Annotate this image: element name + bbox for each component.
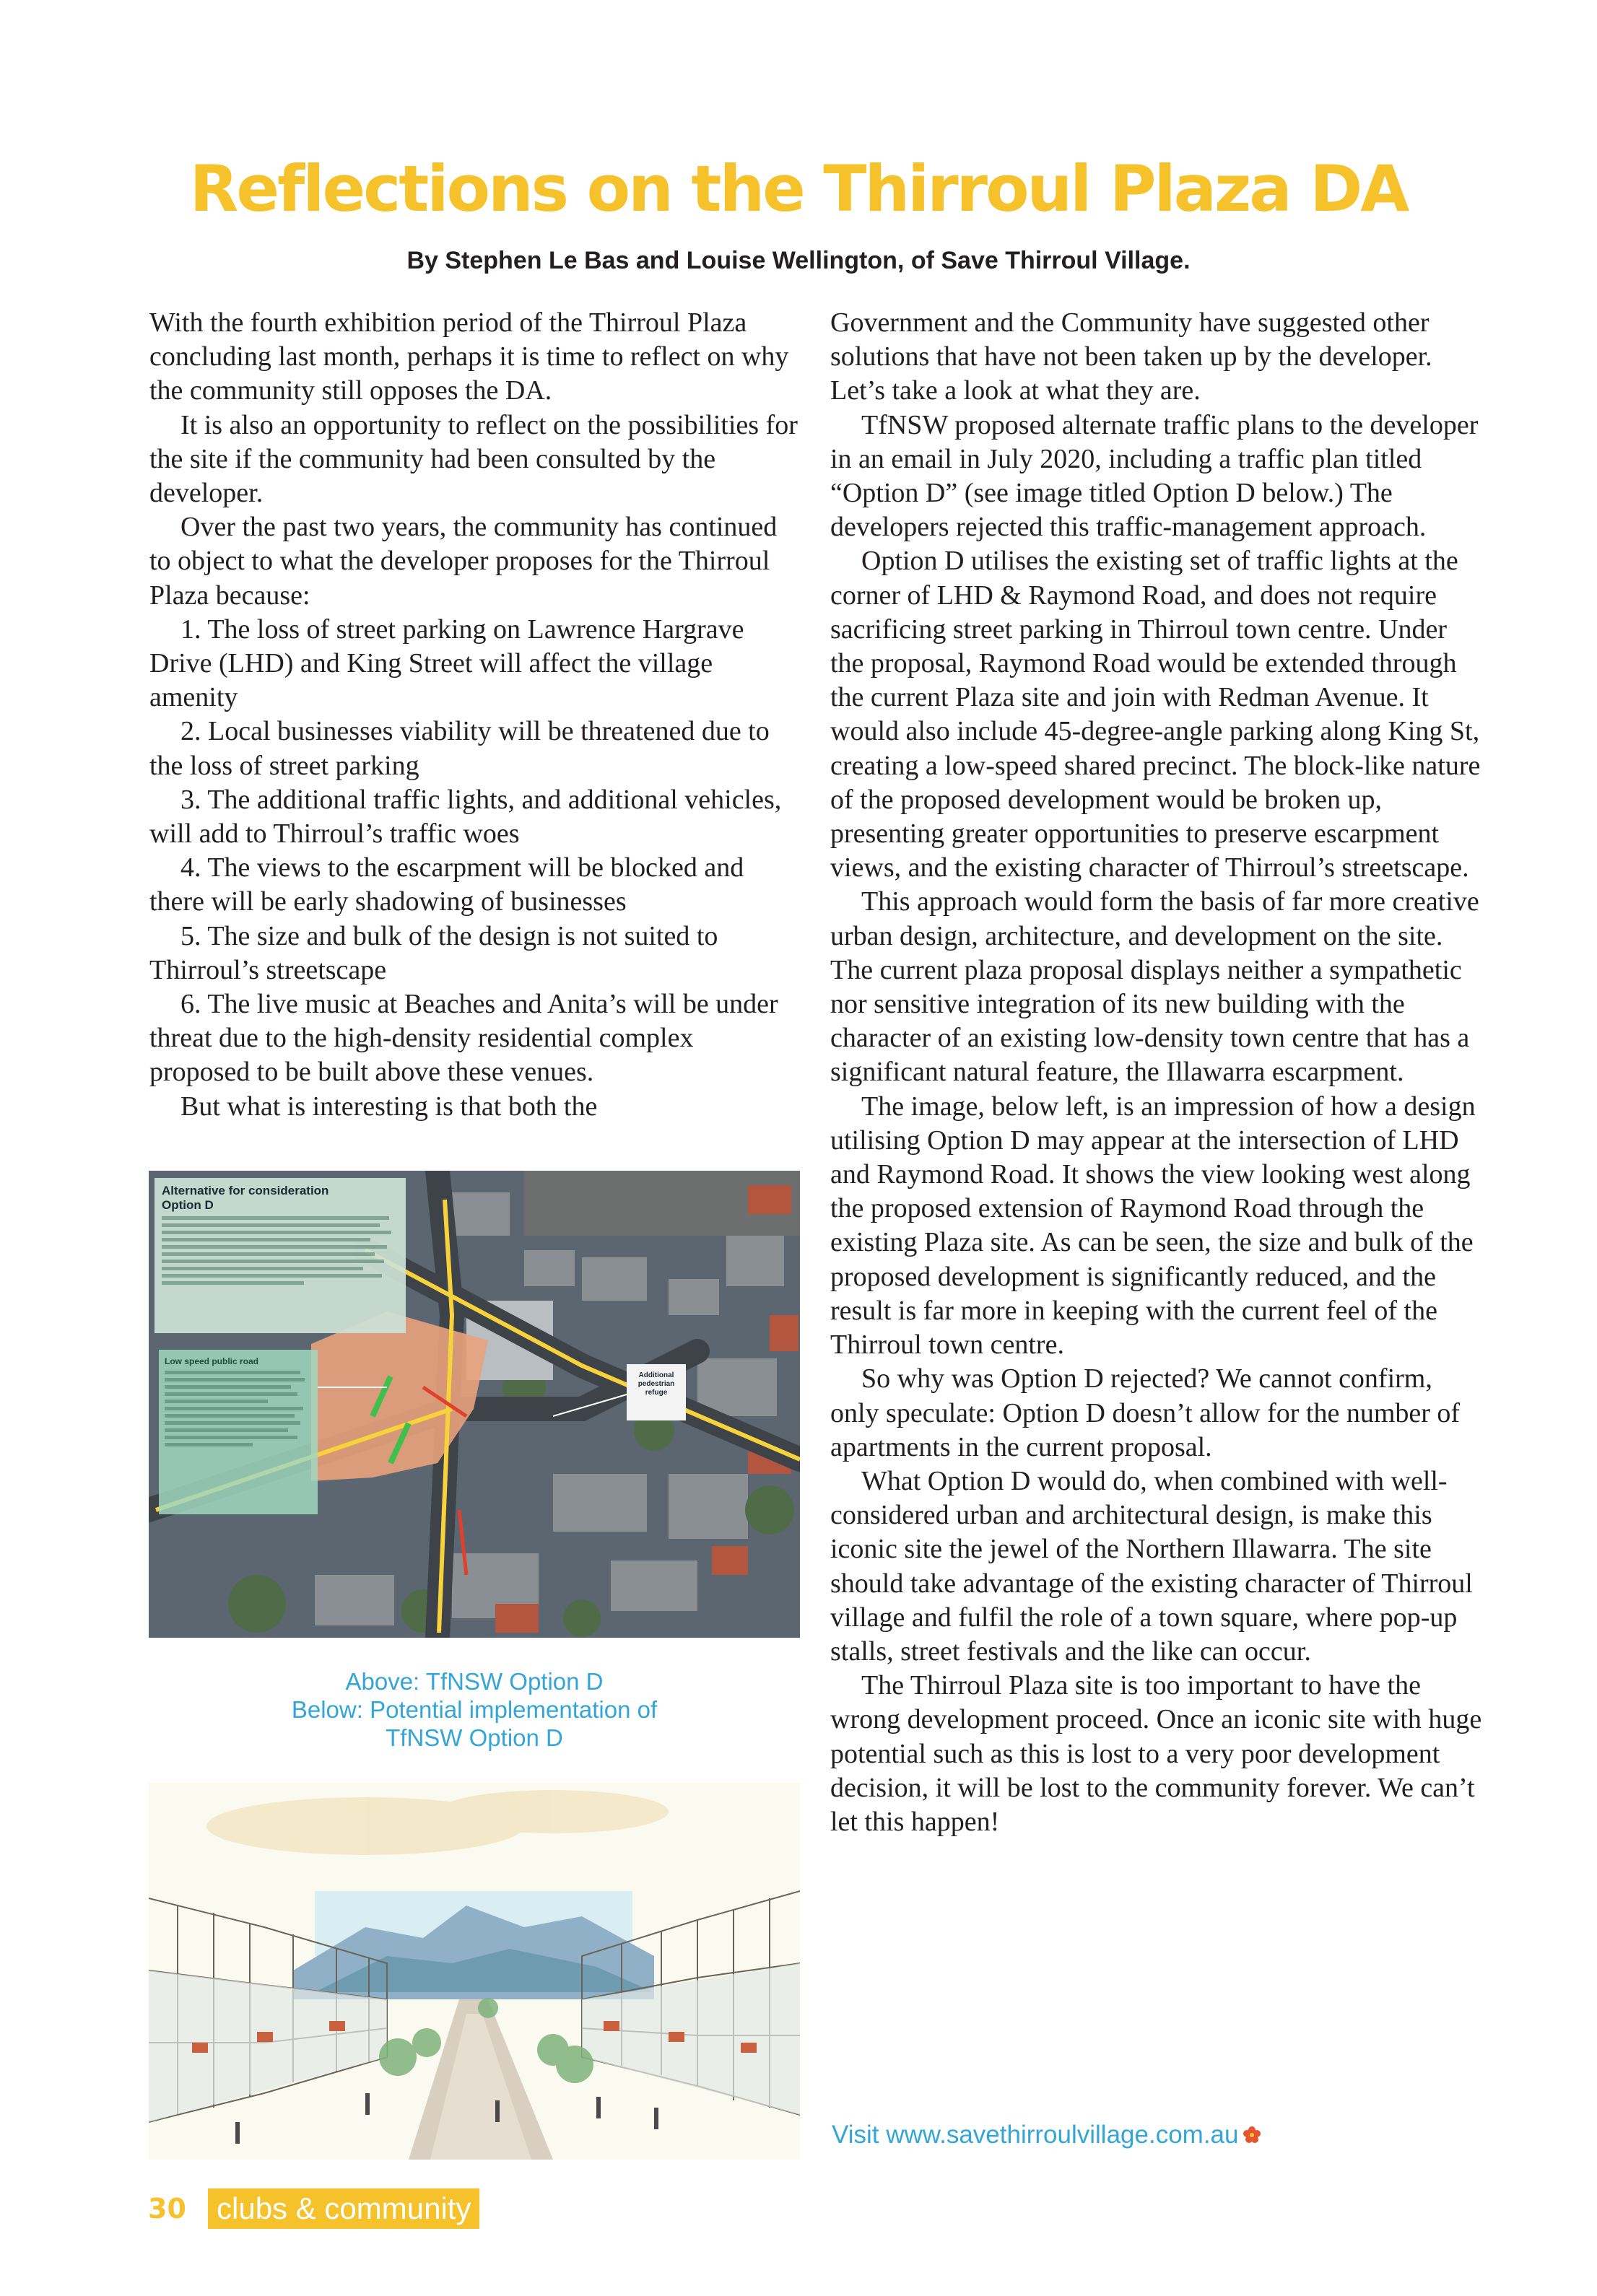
option-d-street-sketch (149, 1783, 800, 2160)
paragraph: 1. The loss of street parking on Lawrence Hargrave Drive (LHD) and King Street will affect the village amenity (149, 614, 744, 713)
map-legend-box (155, 1178, 406, 1333)
option-d-aerial-map (149, 1171, 800, 1638)
flower-icon (1243, 2122, 1261, 2151)
website-link-text[interactable]: Visit www.savethirroulvillage.com.au (832, 2121, 1239, 2149)
caption-line-1: Above: TfNSW Option D (345, 1668, 604, 1695)
paragraph: But what is interesting is that both the (180, 1091, 598, 1122)
paragraph: Option D utilises the existing set of traffic lights at the corner of LHD & Raymond Road, and does not require sacrificing street parking in Thirroul town centre. Under the proposal, Raymond Road would be extended through the current Plaza site and join with Redman Avenue. It would also include 45-degree-angle parking along King St, creating a low-speed shared precinct. The block-like nature of the proposed development would be broken up, presenting greater opportunities to preserve escarpment views, and the existing character of Thirroul’s streetscape. (830, 546, 1481, 883)
map-box-title: Alternative for consideration (162, 1184, 329, 1197)
paragraph: Government and the Community have suggested other solutions that have not been taken up by the developer. Let’s take a look at what they are. (830, 307, 1432, 406)
paragraph: 6. The live music at Beaches and Anita’s will be under threat due to the high-density residential complex proposed to be built above these venues. (149, 989, 778, 1088)
paragraph: The Thirroul Plaza site is too important to have the wrong development proceed. Once an iconic site with huge potential such as this is lost to a very poor development decision, it will be lost to the community forever. We can’t let this happen! (830, 1670, 1482, 1837)
caption-line-2: Below: Potential implementation of (291, 1696, 658, 1723)
low-speed-road-small-text (165, 1371, 312, 1446)
paragraph: 4. The views to the escarpment will be blocked and there will be early shadowing of businesses (149, 852, 744, 917)
caption-line-3: TfNSW Option D (386, 1724, 563, 1751)
figure-caption (149, 1667, 800, 1752)
article-column-right (830, 306, 1484, 1839)
article-column-left (149, 306, 799, 1124)
paragraph: TfNSW proposed alternate traffic plans to the developer in an email in July 2020, including a traffic plan titled “Option D” (see image titled Option D below.) The developers rejected this traffic-management approach. (830, 409, 1479, 543)
low-speed-road-note (159, 1350, 318, 1514)
paragraph: 3. The additional traffic lights, and additional vehicles, will add to Thirroul’s traffic woes (149, 784, 782, 850)
article-byline: By Stephen Le Bas and Louise Wellington, of Save Thirroul Village. (406, 247, 1191, 274)
paragraph: This approach would form the basis of far more creative urban design, architecture, and development on the site. The current plaza proposal displays neither a sympathetic nor sensitive integration of its new building with the character of an existing low-density town centre that has a significant natural feature, the Illawarra escarpment. (830, 886, 1479, 1088)
page-number: 30 (148, 2193, 186, 2225)
paragraph: The image, below left, is an impression of how a design utilising Option D may appear at the intersection of LHD and Raymond Road. It shows the view looking west along the proposed extension of Raymond Road through the existing Plaza site. As can be seen, the size and bulk of the proposed development is significantly reduced, and the result is far more in keeping with the current feel of the Thirroul town centre. (830, 1091, 1476, 1361)
paragraph: Over the past two years, the community has continued to object to what the developer proposes for the Thirroul Plaza because: (149, 512, 778, 611)
map-box-small-text (162, 1216, 399, 1285)
paragraph: With the fourth exhibition period of the Thirroul Plaza concluding last month, perhaps it is time to reflect on why the community still opposes the DA. (149, 307, 789, 406)
street-sketch-graphic (149, 1783, 800, 2160)
pedestrian-refuge-label: Additional pedestrian refuge (627, 1364, 686, 1420)
paragraph: So why was Option D rejected? We cannot confirm, only speculate: Option D doesn’t allow for the number of apartments in the current proposal. (830, 1363, 1461, 1462)
map-box-subtitle: Option D (162, 1198, 214, 1212)
paragraph: It is also an opportunity to reflect on the possibilities for the site if the community had been consulted by the developer. (149, 409, 798, 509)
article-title: Reflections on the Thirroul Plaza DA (189, 152, 1408, 226)
section-label: clubs & community (208, 2188, 479, 2229)
paragraph: What Option D would do, when combined with well-considered urban and architectural design, is make this iconic site the jewel of the Northern Illawarra. The site should take advantage of the existing character of Thirroul village and fulfil the role of a town square, where pop-up stalls, street festivals and the like can occur. (830, 1465, 1473, 1667)
low-speed-road-title: Low speed public road (165, 1356, 259, 1366)
paragraph: 2. Local businesses viability will be threatened due to the loss of street parking (149, 716, 770, 781)
website-link[interactable] (832, 2121, 1481, 2151)
paragraph: 5. The size and bulk of the design is not suited to Thirroul’s streetscape (149, 920, 718, 985)
